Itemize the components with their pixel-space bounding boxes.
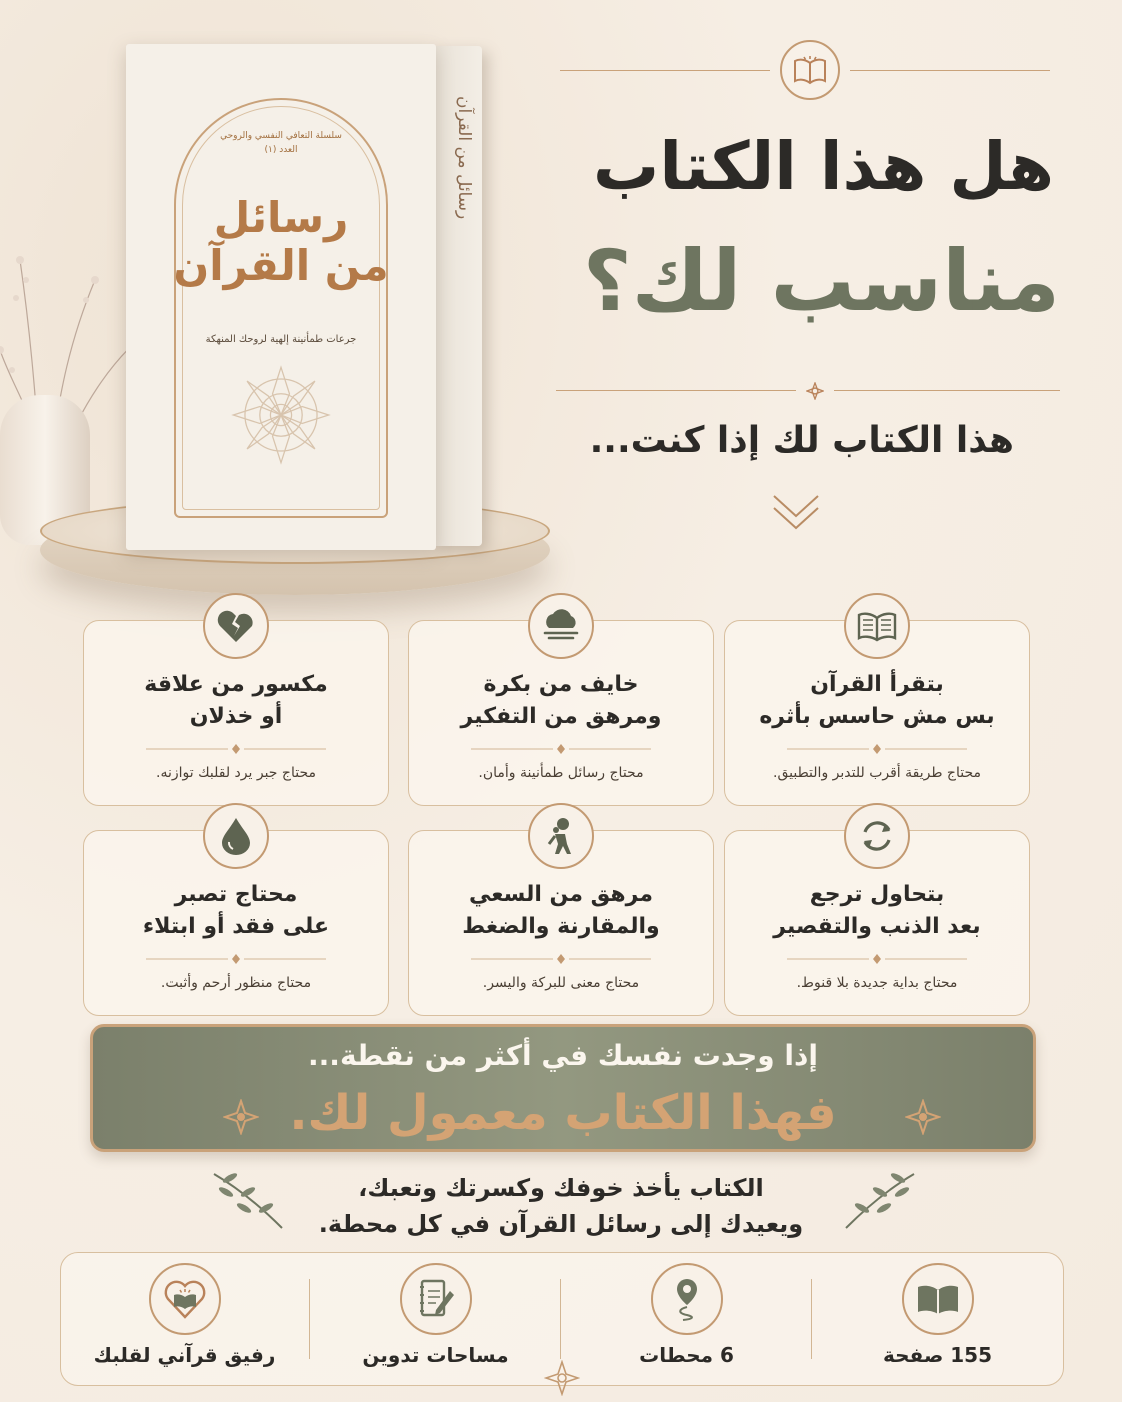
book-series-line1: سلسلة التعافي النفسي والروحي — [220, 131, 342, 141]
book-title — [126, 194, 436, 291]
card-divider — [471, 743, 651, 755]
card-note: محتاج منظور أرحم وأثبت. — [160, 975, 312, 991]
stat-companion — [59, 1253, 310, 1387]
book-icon — [902, 1263, 974, 1335]
card-burnout — [408, 830, 714, 1016]
header-book-icon — [780, 40, 840, 100]
card-note: محتاج جبر يرد لقلبك توازنه. — [156, 765, 316, 781]
card-patience — [83, 830, 389, 1016]
stat-pages — [812, 1253, 1063, 1387]
card-note: محتاج طريقة أقرب للتدبر والتطبيق. — [773, 765, 981, 781]
card-divider — [471, 953, 651, 965]
card-title — [409, 879, 713, 943]
header-title-line2: مناسب لك؟ — [582, 232, 1060, 330]
card-title-line2: بعد الذنب والتقصير — [773, 913, 981, 939]
book-cover — [126, 44, 436, 550]
card-title-line1: محتاج تصبر — [174, 882, 298, 907]
card-title-line1: خايف من بكرة — [483, 672, 639, 697]
banner-line2: فهذا الكتاب معمول لك. — [289, 1085, 837, 1141]
card-divider — [146, 953, 326, 965]
drop-icon — [203, 803, 269, 869]
card-title-line1: مرهق من السعي — [469, 882, 653, 907]
stat-journaling — [310, 1253, 561, 1387]
ornament-icon — [905, 1099, 941, 1135]
card-note: محتاج معنى للبركة واليسر. — [482, 975, 640, 991]
divider-ornament-icon — [806, 382, 824, 400]
open-book-icon — [793, 55, 827, 85]
open-book-icon — [844, 593, 910, 659]
closing-line2: ويعيدك إلى رسائل القرآن في كل محطة. — [318, 1210, 804, 1238]
book-title-line2: من القرآن — [173, 241, 389, 291]
card-anxiety — [408, 620, 714, 806]
closing-text — [220, 1170, 902, 1242]
card-title — [725, 669, 1029, 733]
header-rule-left — [560, 70, 770, 71]
card-divider — [787, 953, 967, 965]
card-divider — [146, 743, 326, 755]
card-title-line2: أو خذلان — [189, 703, 283, 729]
card-title-line2: على فقد أو ابتلاء — [142, 913, 330, 939]
stat-label: 6 محطات — [639, 1343, 734, 1367]
book-series-line2: العدد (١) — [264, 144, 298, 155]
cycle-arrows-icon — [844, 803, 910, 869]
divider-right — [834, 390, 1060, 391]
card-title — [725, 879, 1029, 943]
card-title-line2: والمقارنة والضغط — [462, 913, 660, 939]
card-title-line1: مكسور من علاقة — [144, 672, 328, 697]
book-title-line1: رسائل — [213, 193, 349, 242]
ornament-icon — [223, 1099, 259, 1135]
stat-label: رفيق قرآني لقلبك — [93, 1343, 276, 1367]
card-title-line2: ومرهق من التفكير — [460, 703, 662, 729]
card-title — [409, 669, 713, 733]
olive-branch-icon — [840, 1166, 920, 1232]
cloud-icon — [528, 593, 594, 659]
closing-line1: الكتاب يأخذ خوفك وكسرتك وتعبك، — [358, 1174, 764, 1202]
book-series — [126, 130, 436, 157]
book-subtitle: جرعات طمأنينة إلهية لروحك المنهكة — [205, 334, 357, 345]
callout-banner — [90, 1024, 1036, 1152]
broken-heart-icon — [203, 593, 269, 659]
card-heartbreak — [83, 620, 389, 806]
header-rule-right — [850, 70, 1050, 71]
card-note: محتاج بداية جديدة بلا قنوط. — [796, 975, 958, 991]
burdened-person-icon — [528, 803, 594, 869]
card-title-line1: بتحاول ترجع — [809, 882, 945, 907]
card-title — [84, 669, 388, 733]
stat-label: 155 صفحة — [883, 1343, 992, 1367]
chevron-down-icon — [770, 490, 822, 534]
header-title-line1: هل هذا الكتاب — [593, 128, 1054, 205]
card-title-line2: بس مش حاسس بأثره — [759, 703, 995, 729]
header-subtitle: هذا الكتاب لك إذا كنت... — [589, 420, 1014, 461]
card-note: محتاج رسائل طمأنينة وأمان. — [478, 765, 644, 781]
stat-label: مساحات تدوين — [362, 1343, 509, 1367]
card-title-line1: بتقرأ القرآن — [810, 672, 944, 697]
bottom-ornament-icon — [544, 1360, 580, 1396]
notebook-pen-icon — [400, 1263, 472, 1335]
mandala-ornament — [228, 362, 334, 468]
map-pin-path-icon — [651, 1263, 723, 1335]
banner-line1: إذا وجدت نفسك في أكثر من نقطة... — [308, 1039, 818, 1072]
stat-stations — [561, 1253, 812, 1387]
card-divider — [787, 743, 967, 755]
book-spine-title: رسائل من القرآن — [454, 96, 474, 220]
card-repentance — [724, 830, 1030, 1016]
heart-book-icon — [149, 1263, 221, 1335]
card-title — [84, 879, 388, 943]
card-quran-impact — [724, 620, 1030, 806]
divider-left — [556, 390, 796, 391]
